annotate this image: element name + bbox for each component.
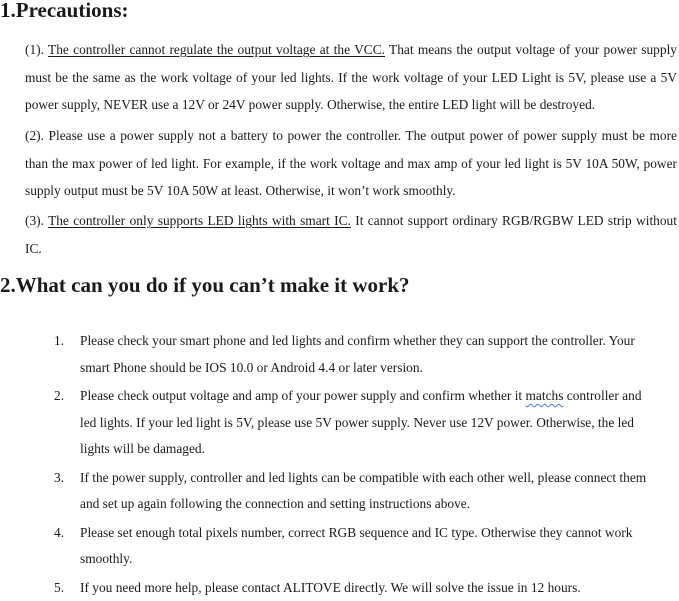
p3-underlined-text: The controller only supports LED lights with smart IC. xyxy=(48,213,351,228)
list-item xyxy=(0,465,652,518)
precaution-paragraph-2: (2). Please use a power supply not a battery to power the controller. The output power of power supply must be more than the max power of led light. For example, if the work voltage and max amp of your led light is 5V 10A 50W, power supply output must be 5V 10A 50W at least. Otherwise, it won’t work smoothly. xyxy=(25,122,677,205)
list-item-number: 1. xyxy=(54,328,64,355)
p1-prefix: (1). xyxy=(25,42,48,57)
list-item-number: 2. xyxy=(54,383,64,410)
precautions-heading: 1.Precautions: xyxy=(0,0,129,22)
list-item-text: Please set enough total pixels number, correct RGB sequence and IC type. Otherwise they cannot work smoothly. xyxy=(80,525,632,567)
list-item xyxy=(0,575,652,601)
list-item-text: If you need more help, please contact ALITOVE directly. We will solve the issue in 12 hours. xyxy=(80,580,581,595)
list-item-number: 5. xyxy=(54,575,64,601)
spelling-flagged-word: matchs xyxy=(526,388,564,403)
list-item xyxy=(0,520,652,573)
list-item xyxy=(0,328,652,381)
list-item-text-after: controller and led lights. If your led light is 5V, please use 5V power supply. Never use 12V power. Otherwise, the led lights will be damaged. xyxy=(80,388,642,456)
p3-prefix: (3). xyxy=(25,213,48,228)
troubleshooting-heading: 2.What can you do if you can’t make it work? xyxy=(0,273,410,297)
list-item-text-before: Please check output voltage and amp of your power supply and confirm whether it xyxy=(80,388,526,403)
precaution-paragraph-1 xyxy=(25,36,677,119)
list-item-text: Please check your smart phone and led lights and confirm whether they can support the controller. Your smart Phone should be IOS 10.0 or Android 4.4 or later version. xyxy=(80,333,635,375)
list-item xyxy=(0,383,652,463)
troubleshooting-list xyxy=(0,328,679,601)
p1-underlined-text: The controller cannot regulate the output voltage at the VCC. xyxy=(48,42,385,57)
list-item-number: 4. xyxy=(54,520,64,547)
precaution-paragraph-3 xyxy=(25,207,677,262)
list-item-text: If the power supply, controller and led lights can be compatible with each other well, please connect them and set up again following the connection and setting instructions above. xyxy=(80,470,646,512)
list-item-number: 3. xyxy=(54,465,64,492)
p3-rest: It cannot support ordinary RGB/RGBW LED strip without IC. xyxy=(25,213,677,256)
p1-rest: That means the output voltage of your power supply must be the same as the work voltage of your led lights. If the work voltage of your LED Light is 5V, please use a 5V power supply, NEVER use a 12V or 24V power supply. Otherwise, the entire LED light will be destroyed. xyxy=(25,42,677,112)
